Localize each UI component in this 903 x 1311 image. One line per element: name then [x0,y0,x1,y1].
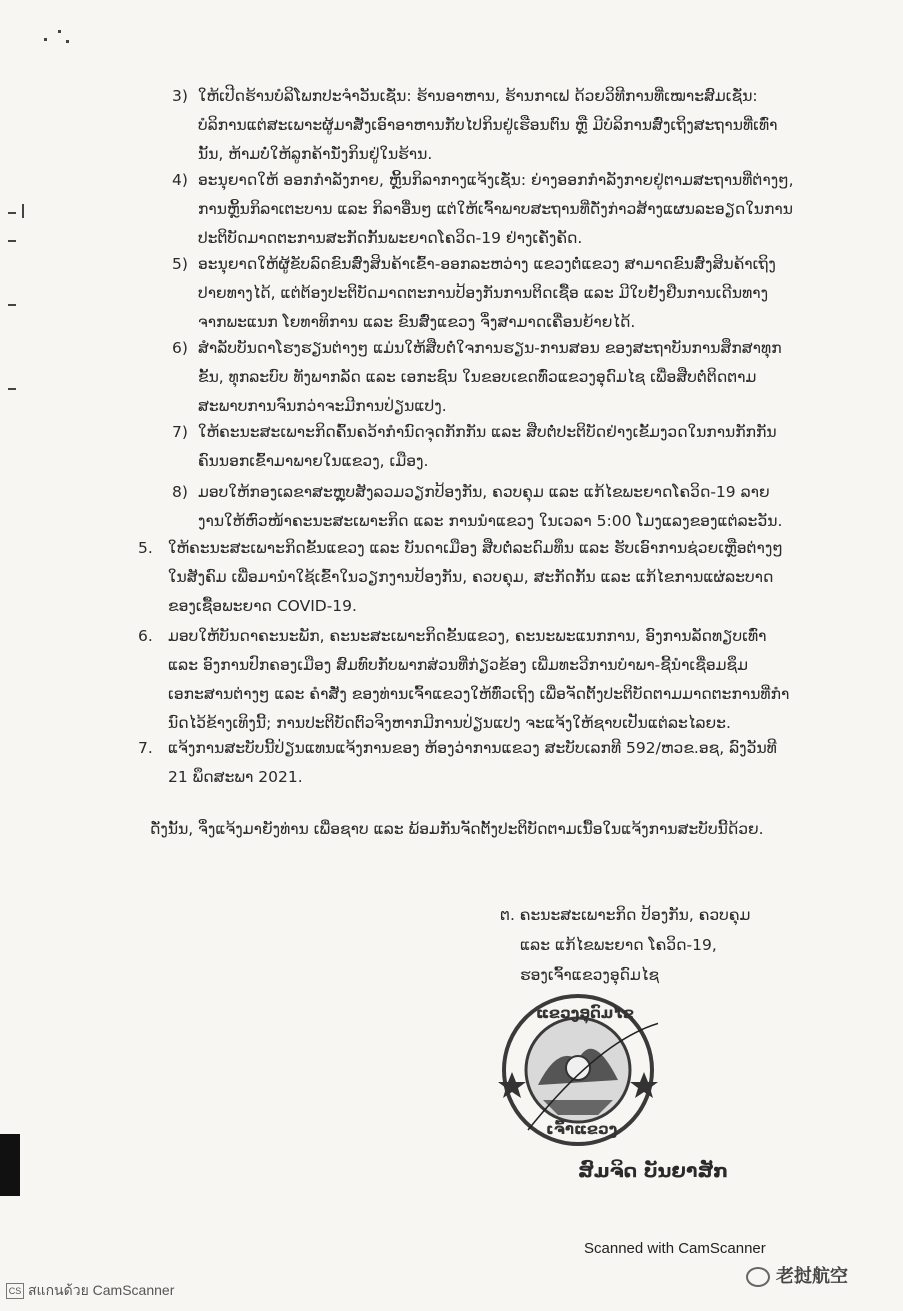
seal-text-top: ແຂວງອຸດົມໄຊ [536,1004,634,1022]
section-line: 21 ພຶດສະພາ 2021. [168,768,303,786]
scanned-watermark: Scanned with CamScanner [584,1240,766,1257]
scan-mark [58,30,61,33]
section-line: ເອກະສານຕ່າງໆ ແລະ ຄຳສັ່ງ ຂອງທ່ານເຈົ້າແຂວງໃຫ້ທົ່ວເຖິງ ເພື່ອຈັດຕັ້ງປະຕິບັດຕາມມາດຕະການທີ່ກຳ [168,685,790,703]
item-line: ຈາກພະແນກ ໂຍທາທິການ ແລະ ຂົນສົ່ງແຂວງ ຈຶ່ງສາມາດເຄື່ອນຍ້າຍໄດ້. [198,313,636,331]
item-line: ໃຫ້ເປີດຮ້ານບໍລິໂພກປະຈຳວັນເຊັ່ນ: ຮ້ານອາຫານ, ຮ້ານກາເຟ ດ້ວຍວິທີການທີ່ເໝາະສົມເຊັ່ນ: [198,87,758,105]
item-line: ນັ້ນ, ຫ້າມບໍ່ໃຫ້ລູກຄ້ານັ່ງກິນຢູ່ໃນຮ້ານ. [198,145,433,163]
wechat-watermark [746,1262,848,1288]
section-line: ມອບໃຫ້ບັນດາຄະນະພັກ, ຄະນະສະເພາະກິດຂັ້ນແຂວງ, ຄະນະພະແນກການ, ອົງການລັດທຽບເທົ່າ [168,627,767,645]
signature-line: ຕ. ຄະນະສະເພາະກິດ ປ້ອງກັນ, ຄວບຄຸມ [500,906,751,924]
item-line: ປະຕິບັດມາດຕະການສະກັດກັ້ນພະຍາດໂຄວິດ-19 ຢ່າງເຄັ່ງຄັດ. [198,229,583,247]
item-line: ຂັ້ນ, ທຸກລະບົບ ທັງພາກລັດ ແລະ ເອກະຊົນ ໃນຂອບເຂດທົ່ວແຂວງອຸດົມໄຊ ເພື່ອສືບຕໍ່ຕິດຕາມ [198,368,757,386]
scan-mark [22,204,24,218]
item-line: ບໍລິການແຕ່ສະເພາະຜູ້ມາສັ່ງເອົາອາຫານກັບໄປກິນຢູ່ເຮືອນຕົນ ຫຼື ມີບໍລິການສົ່ງເຖິງສະຖານທີ່ເທົ່າ [198,116,778,134]
scan-mark [8,240,16,242]
item-line: ສຳລັບບັນດາໂຮງຮຽນຕ່າງໆ ແມ່ນໃຫ້ສືບຕໍ່ໃຈການຮຽນ-ການສອນ ຂອງສະຖາບັນການສຶກສາທຸກ [198,339,782,357]
item-number: 3) [172,87,188,105]
wechat-icon [746,1267,770,1287]
item-line: ອະນຸຍາດໃຫ້ຜູ້ຂັບລົດຂົນສົ່ງສິນຄ້າເຂົ້າ-ອອກລະຫວ່າງ ແຂວງຕໍ່ແຂວງ ສາມາດຂົນສົ່ງສິນຄ້າເຖິງ [198,255,776,273]
scan-mark [8,388,16,390]
camscanner-footer-text: สแกนด้วย CamScanner [28,1282,175,1298]
section-number: 6. [138,627,153,645]
camscanner-footer [6,1280,174,1302]
item-number: 7) [172,423,188,441]
wechat-account: 老挝航空 [776,1266,848,1287]
signatory-name: ສົມຈິດ ບັນຍາສັກ [578,1160,729,1182]
section-line: ແຈ້ງການສະບັບນີ້ປ່ຽນແທນແຈ້ງການຂອງ ຫ້ອງວ່າການແຂວງ ສະບັບເລກທີ 592/ຫວຂ.ອຊ, ລົງວັນທີ [168,739,777,757]
item-line: ຄົນນອກເຂົ້າມາພາຍໃນແຂວງ, ເມືອງ. [198,452,429,470]
section-line: ໃນສັງຄົມ ເພື່ອມານຳໃຊ້ເຂົ້າໃນວຽກງານປ້ອງກັນ, ຄວບຄຸມ, ສະກັດກັ້ນ ແລະ ແກ້ໄຂການແຜ່ລະບາດ [168,568,774,586]
item-line: ການຫຼິ້ນກິລາເຕະບານ ແລະ ກິລາອື່ນໆ ແຕ່ໃຫ້ເຈົ້າພາບສະຖານທີ່ດັ່ງກ່າວສ້າງແຜນລະອຽດໃນການ [198,200,793,218]
section-line: ແລະ ອົງການປົກຄອງເມືອງ ສົມທົບກັບພາກສ່ວນທີ່ກ່ຽວຂ້ອງ ເພີ່ມທະວີການບຳພາ-ຊີ້ນຳເຊື່ອມຊຶມ [168,656,748,674]
item-number: 6) [172,339,188,357]
scan-mark [8,212,16,214]
scan-mark [44,38,47,41]
item-line: ໃຫ້ຄະນະສະເພາະກິດຄົ້ນຄວ້າກຳນົດຈຸດກັກກັນ ແລະ ສືບຕໍ່ປະຕິບັດຢ່າງເຂັ້ມງວດໃນການກັກກັນ [198,423,777,441]
scan-mark [8,304,16,306]
section-line: ໃຫ້ຄະນະສະເພາະກິດຂັ້ນແຂວງ ແລະ ບັນດາເມືອງ ສືບຕໍ່ລະດົມທຶນ ແລະ ຮັບເອົາການຊ່ວຍເຫຼືອຕ່າງໆ [168,539,783,557]
signature-line: ຮອງເຈົ້າແຂວງອຸດົມໄຊ [520,966,660,984]
signature-block [480,900,810,990]
item-line: ມອບໃຫ້ກອງເລຂາສະຫຼຸບສັງລວມວຽກປ້ອງກັນ, ຄວບຄຸມ ແລະ ແກ້ໄຂພະຍາດໂຄວິດ-19 ລາຍ [198,483,770,501]
section-line: ນົດໄວ້ຂ້າງເທິງນີ້; ການປະຕິບັດຕົວຈິງຫາກມີການປ່ຽນແປງ ຈະແຈ້ງໃຫ້ຊາບເປັນແຕ່ລະໄລຍະ. [168,714,731,732]
scan-edge-bar [0,1134,20,1196]
item-line: ປາຍທາງໄດ້, ແຕ່ຕ້ອງປະຕິບັດມາດຕະການປ້ອງກັນການຕິດເຊື້ອ ແລະ ມີໃບຢັ້ງຢືນການເດີນທາງ [198,284,769,302]
item-line: ສະພາບການຈົນກວ່າຈະມີການປ່ຽນແປງ. [198,397,447,415]
camscanner-logo-icon: CS [6,1283,24,1299]
item-line: ງານໃຫ້ຫົວໜ້າຄະນະສະເພາະກິດ ແລະ ການນຳແຂວງ ໃນເວລາ 5:00 ໂມງແລງຂອງແຕ່ລະວັນ. [198,512,783,530]
section-number: 7. [138,739,153,757]
closing-paragraph: ດັ່ງນັ້ນ, ຈຶ່ງແຈ້ງມາຍັງທ່ານ ເພື່ອຊາບ ແລະ ພ້ອມກັນຈັດຕັ້ງປະຕິບັດຕາມເນື້ອໃນແຈ້ງການສະບັບນີ້ດ້ວຍ. [150,820,764,838]
item-line: ອະນຸຍາດໃຫ້ ອອກກຳລັງກາຍ, ຫຼິ້ນກິລາກາງແຈ້ງເຊັ່ນ: ຍ່າງອອກກຳລັງກາຍຢູ່ຕາມສະຖານທີ່ຕ່າງໆ, [198,171,794,189]
section-line: ຂອງເຊື້ອພະຍາດ COVID-19. [168,597,357,615]
signature-line: ແລະ ແກ້ໄຂພະຍາດ ໂຄວິດ-19, [520,936,717,954]
seal-text-bottom: ເຈົ້າແຂວງ [546,1120,618,1138]
item-number: 4) [172,171,188,189]
section-number: 5. [138,539,153,557]
item-number: 5) [172,255,188,273]
scan-mark [66,40,69,43]
item-number: 8) [172,483,188,501]
